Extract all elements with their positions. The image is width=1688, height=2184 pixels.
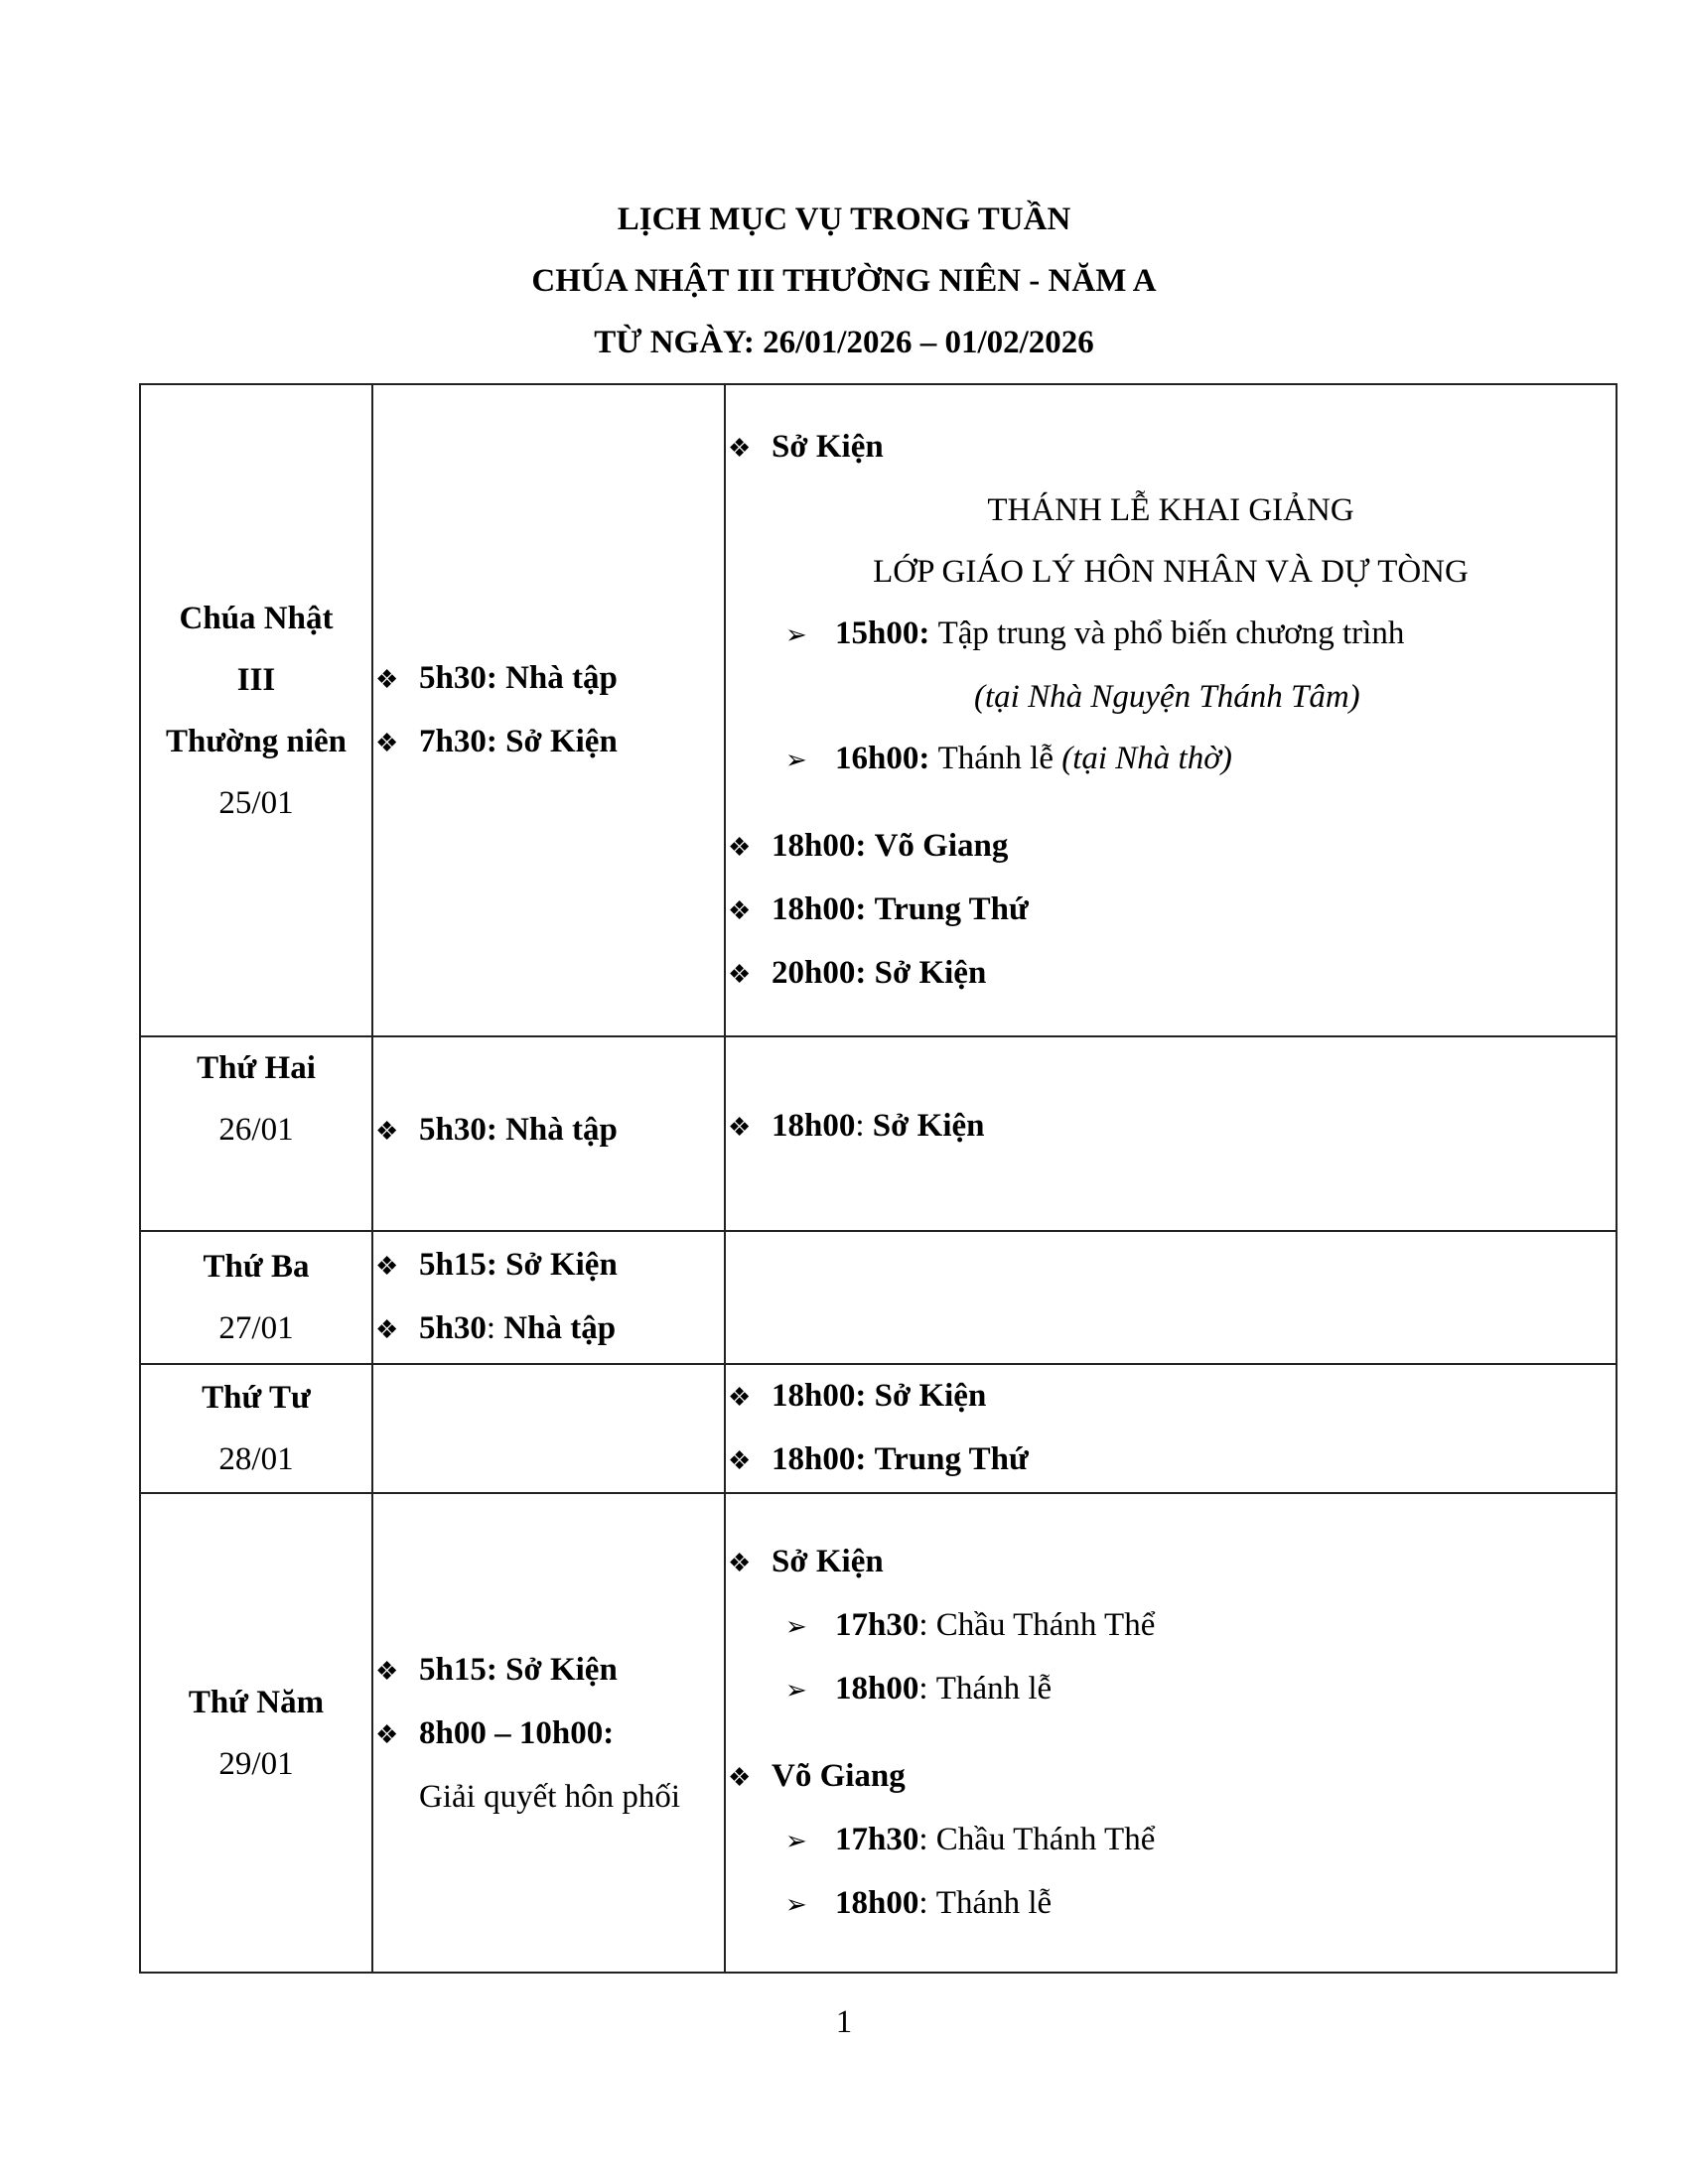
event-heading: THÁNH LỄ KHAI GIẢNG: [987, 491, 1354, 528]
item-time: 5h15:: [419, 1247, 497, 1283]
table-row-monday: [140, 1036, 1617, 1231]
diamond-bullet-icon: ❖: [728, 1762, 752, 1792]
list-item: [373, 1234, 724, 1297]
item-place: Sở Kiện: [874, 1378, 987, 1414]
table-row-wednesday: [140, 1364, 1617, 1493]
day-date: 27/01: [218, 1310, 294, 1346]
item-time: 5h30: [419, 1310, 487, 1346]
day-cell: [140, 1493, 372, 1973]
day-name: Thứ Tư: [202, 1380, 311, 1416]
item-place: Trung Thứ: [874, 890, 1029, 927]
item-text: Tập trung và phổ biến chương trình: [937, 614, 1405, 651]
item-time: 17h30: [835, 1821, 919, 1857]
date-range: TỪ NGÀY: 26/01/2026 – 01/02/2026: [594, 325, 1094, 360]
document-title: LỊCH MỤC VỤ TRONG TUẦN: [617, 202, 1071, 237]
list-item: [726, 815, 1616, 879]
diamond-bullet-icon: ❖: [375, 1117, 399, 1146]
list-item: [373, 1297, 724, 1361]
sub-item: [726, 1594, 1616, 1658]
diamond-bullet-icon: ❖: [375, 664, 399, 694]
item-time: 5h30:: [419, 1112, 497, 1148]
arrow-bullet-icon: ➢: [785, 1675, 807, 1705]
sub-item: [726, 1658, 1616, 1721]
item-sep: :: [918, 1821, 928, 1857]
item-time: 18h00:: [772, 1441, 867, 1477]
day-cell: [140, 384, 372, 1036]
arrow-bullet-icon: ➢: [785, 619, 807, 649]
event-heading: LỚP GIÁO LÝ HÔN NHÂN VÀ DỰ TÒNG: [873, 553, 1469, 590]
list-item: [726, 1095, 1616, 1159]
diamond-bullet-icon: ❖: [375, 1719, 399, 1749]
item-place: Võ Giang: [874, 827, 1009, 864]
group-title-text: Sở Kiện: [772, 1543, 884, 1579]
diamond-bullet-icon: ❖: [728, 832, 752, 862]
item-sep: :: [855, 1108, 865, 1144]
item-text: Chầu Thánh Thể: [935, 1821, 1156, 1857]
item-sep: :: [918, 1670, 928, 1706]
table-row-tuesday: [140, 1231, 1617, 1364]
diamond-bullet-icon: ❖: [375, 1315, 399, 1344]
list-item: [373, 1099, 724, 1162]
item-note: (tại Nhà thờ): [1061, 740, 1232, 776]
item-time: 18h00: [835, 1670, 919, 1706]
table-row-sunday: [140, 384, 1617, 1036]
group-title: [726, 1745, 1616, 1809]
item-place: Nhà tập: [505, 1112, 618, 1148]
evening-cell: [725, 1231, 1617, 1364]
arrow-bullet-icon: ➢: [785, 745, 807, 774]
day-name: III: [236, 661, 276, 698]
day-date: 26/01: [218, 1112, 294, 1148]
diamond-bullet-icon: ❖: [375, 728, 399, 757]
day-cell: [140, 1231, 372, 1364]
evening-cell: [725, 384, 1617, 1036]
morning-cell: [372, 1231, 725, 1364]
item-time: 7h30:: [419, 723, 497, 759]
evening-cell: [725, 1493, 1617, 1973]
item-place: Nhà tập: [503, 1310, 617, 1346]
item-sep: :: [918, 1606, 928, 1643]
morning-cell: [372, 1036, 725, 1231]
item-time: 18h00:: [772, 827, 867, 864]
item-time: 16h00:: [835, 740, 930, 776]
item-time: 18h00:: [772, 890, 867, 927]
document-subtitle: CHÚA NHẬT III THƯỜNG NIÊN - NĂM A: [531, 263, 1157, 299]
item-time: 15h00:: [835, 614, 930, 651]
item-time: 18h00:: [772, 1378, 867, 1414]
list-item: [726, 1365, 1616, 1429]
item-note: (tại Nhà Nguyện Thánh Tâm): [974, 678, 1360, 715]
schedule-table: [139, 383, 1618, 1974]
day-date: 28/01: [218, 1441, 294, 1477]
item-time: 17h30: [835, 1606, 919, 1643]
group-title: [726, 1531, 1616, 1594]
diamond-bullet-icon: ❖: [728, 1113, 752, 1142]
item-description: Giải quyết hôn phối: [419, 1778, 681, 1815]
item-place: Sở Kiện: [505, 723, 618, 759]
item-time: 8h00 – 10h00:: [419, 1714, 615, 1751]
item-time: 18h00: [772, 1108, 856, 1144]
sub-item: [726, 1872, 1616, 1936]
item-text: Thánh lễ: [935, 1670, 1053, 1706]
morning-cell: [372, 384, 725, 1036]
group-title-text: Võ Giang: [772, 1757, 906, 1794]
list-item: [373, 647, 724, 711]
list-item: [726, 879, 1616, 942]
list-item: [373, 1639, 724, 1703]
item-time: 20h00:: [772, 954, 867, 991]
sub-item: [726, 728, 1616, 791]
item-place: Sở Kiện: [872, 1108, 985, 1144]
arrow-bullet-icon: ➢: [785, 1826, 807, 1855]
morning-cell: [372, 1493, 725, 1973]
item-time: 18h00: [835, 1884, 919, 1921]
page-number: 1: [835, 2004, 853, 2040]
item-time: 5h30:: [419, 659, 497, 696]
list-item: [373, 1703, 724, 1766]
diamond-bullet-icon: ❖: [728, 959, 752, 989]
item-sep: :: [918, 1884, 928, 1921]
item-time: 5h15:: [419, 1651, 497, 1688]
sub-item: [726, 603, 1616, 666]
day-name: Thứ Năm: [188, 1684, 325, 1720]
diamond-bullet-icon: ❖: [728, 1548, 752, 1577]
diamond-bullet-icon: ❖: [728, 1383, 752, 1412]
diamond-bullet-icon: ❖: [728, 895, 752, 925]
item-place: Trung Thứ: [874, 1441, 1029, 1477]
day-name: Thứ Hai: [197, 1050, 316, 1086]
list-item: [373, 711, 724, 774]
sub-item: [726, 1809, 1616, 1872]
morning-cell: [372, 1364, 725, 1493]
day-name: Chúa Nhật: [179, 600, 334, 636]
arrow-bullet-icon: ➢: [785, 1611, 807, 1641]
item-place: Sở Kiện: [505, 1651, 618, 1688]
evening-cell: [725, 1036, 1617, 1231]
table-row-thursday: [140, 1493, 1617, 1973]
day-cell: [140, 1364, 372, 1493]
day-name: Thứ Ba: [203, 1249, 310, 1285]
group-title-text: Sở Kiện: [772, 428, 884, 465]
day-name: Thường niên: [165, 723, 348, 759]
diamond-bullet-icon: ❖: [728, 1446, 752, 1475]
arrow-bullet-icon: ➢: [785, 1889, 807, 1919]
item-text: Thánh lễ: [935, 1884, 1053, 1921]
diamond-bullet-icon: ❖: [728, 433, 752, 463]
item-place: Sở Kiện: [505, 1247, 618, 1283]
group-title: [726, 416, 1616, 479]
item-sep: :: [486, 1310, 496, 1346]
item-text: Thánh lễ: [937, 740, 1054, 776]
item-place: Nhà tập: [505, 659, 618, 696]
item-text: Chầu Thánh Thể: [935, 1606, 1156, 1643]
day-date: 25/01: [218, 784, 294, 821]
day-cell: [140, 1036, 372, 1231]
list-item: [726, 1429, 1616, 1492]
diamond-bullet-icon: ❖: [375, 1656, 399, 1686]
list-item: [726, 942, 1616, 1006]
item-place: Sở Kiện: [874, 954, 987, 991]
diamond-bullet-icon: ❖: [375, 1252, 399, 1281]
day-date: 29/01: [218, 1745, 294, 1782]
evening-cell: [725, 1364, 1617, 1493]
